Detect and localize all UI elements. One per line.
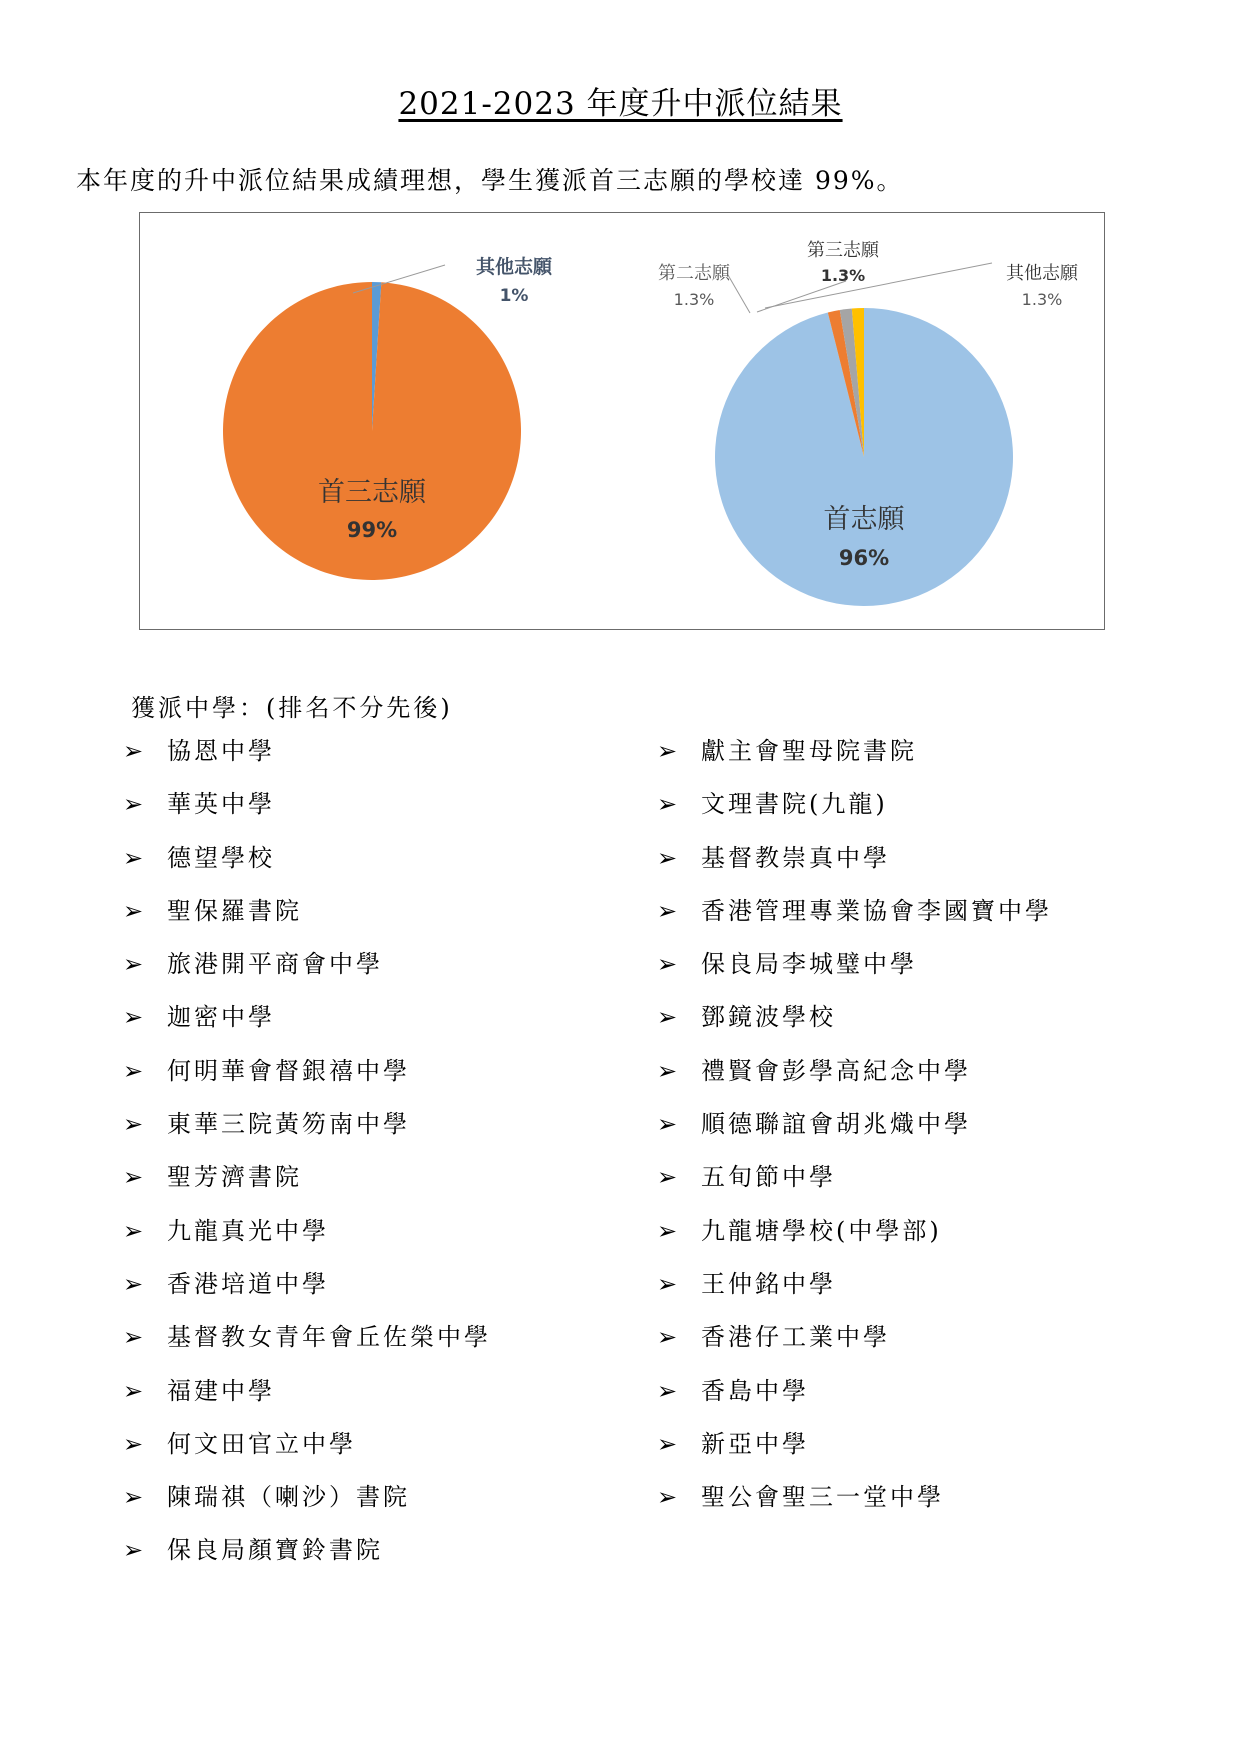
arrow-bullet-icon: ➢ [123,790,147,819]
schools-list-right [657,735,1217,1534]
schools-heading: 獲派中學：(排名不分先後) [131,694,453,722]
arrow-bullet-icon: ➢ [657,1216,681,1245]
arrow-bullet-icon: ➢ [657,1110,681,1139]
pie2-label-third: 第三志願 [807,240,879,261]
pie1-value-other: 1% [499,286,529,306]
school-name: 協恩中學 [167,737,275,765]
school-name: 王仲銘中學 [701,1269,836,1298]
pie2-value-second: 1.3% [673,290,715,309]
school-list-item [123,788,643,841]
pie-charts-svg [140,213,1105,630]
school-list-item [657,1215,1217,1268]
arrow-bullet-icon: ➢ [123,737,147,765]
school-list-item [123,1375,643,1428]
school-name: 文理書院(九龍) [701,790,888,819]
school-list-item [123,1268,643,1321]
leader-line-second-choice [728,275,750,313]
school-list-item [123,948,643,1001]
school-name: 九龍塘學校(中學部) [701,1216,942,1245]
arrow-bullet-icon: ➢ [657,950,681,979]
arrow-bullet-icon: ➢ [123,896,147,925]
school-list-item [123,1534,643,1587]
intro-text: 本年度的升中派位結果成績理想，學生獲派首三志願的學校達 99%。 [76,166,904,195]
school-name: 新亞中學 [701,1429,809,1458]
school-list-item [123,895,643,948]
school-name: 德望學校 [167,843,275,872]
school-list-item [657,948,1217,1001]
school-list-item [657,1001,1217,1054]
schools-list-left [123,735,643,1588]
school-name: 迦密中學 [167,1003,275,1032]
school-list-item [657,1268,1217,1321]
arrow-bullet-icon: ➢ [657,1269,681,1298]
school-name: 香港仔工業中學 [701,1323,890,1352]
school-name: 鄧鏡波學校 [701,1003,836,1032]
page-title: 2021-2023 年度升中派位結果 [398,86,843,122]
arrow-bullet-icon: ➢ [657,843,681,872]
school-name: 華英中學 [167,790,275,819]
school-list-item [657,735,1217,788]
arrow-bullet-icon: ➢ [657,896,681,925]
arrow-bullet-icon: ➢ [123,1216,147,1245]
school-list-item [657,842,1217,895]
school-name: 聖保羅書院 [167,896,302,925]
arrow-bullet-icon: ➢ [657,790,681,819]
school-name: 五旬節中學 [701,1163,836,1192]
school-name: 聖芳濟書院 [167,1163,302,1192]
school-list-item [657,1055,1217,1108]
pie1-value-main: 99% [346,518,398,542]
arrow-bullet-icon: ➢ [123,950,147,979]
arrow-bullet-icon: ➢ [123,1110,147,1139]
school-name: 香港培道中學 [167,1269,329,1298]
arrow-bullet-icon: ➢ [657,1483,681,1512]
school-list-item [657,1108,1217,1161]
pie-chart-first-three-choices [223,255,553,580]
arrow-bullet-icon: ➢ [123,1323,147,1352]
school-list-item [123,842,643,895]
leader-line-other-choices-2 [765,263,992,308]
pie2-value-main: 96% [838,546,890,570]
school-list-item [657,1321,1217,1374]
school-list-item [123,1321,643,1374]
school-name: 福建中學 [167,1376,275,1405]
school-list-item [123,1215,643,1268]
school-name: 基督教崇真中學 [701,843,890,872]
school-name: 何文田官立中學 [167,1429,356,1458]
pie-charts-panel [139,212,1105,630]
arrow-bullet-icon: ➢ [123,1376,147,1405]
arrow-bullet-icon: ➢ [123,1483,147,1512]
school-list-item [123,1108,643,1161]
arrow-bullet-icon: ➢ [657,1429,681,1458]
school-name: 香港管理專業協會李國寶中學 [701,896,1052,925]
arrow-bullet-icon: ➢ [123,1163,147,1192]
arrow-bullet-icon: ➢ [123,1269,147,1298]
school-name: 聖公會聖三一堂中學 [701,1483,944,1512]
school-name: 東華三院黃笏南中學 [167,1110,410,1139]
school-name: 順德聯誼會胡兆熾中學 [701,1110,971,1139]
pie2-label-main: 首志願 [823,504,905,535]
arrow-bullet-icon: ➢ [123,1056,147,1085]
pie2-label-second: 第二志願 [658,263,730,284]
school-list-item [657,1428,1217,1481]
school-name: 陳瑞祺（喇沙）書院 [167,1483,410,1512]
pie2-label-other: 其他志願 [1006,263,1078,284]
arrow-bullet-icon: ➢ [123,843,147,872]
school-list-item [657,1481,1217,1534]
school-name: 香島中學 [701,1376,809,1405]
pie1-label-other: 其他志願 [475,256,553,278]
school-name: 基督教女青年會丘佐榮中學 [167,1323,491,1352]
school-name: 禮賢會彭學高紀念中學 [701,1056,971,1085]
arrow-bullet-icon: ➢ [657,1323,681,1352]
school-list-item [123,1428,643,1481]
pie2-value-third: 1.3% [820,266,866,285]
pie1-label-main: 首三志願 [318,477,426,508]
school-name: 獻主會聖母院書院 [701,737,917,765]
school-name: 保良局顏寶鈴書院 [167,1536,383,1565]
pie2-value-other: 1.3% [1021,290,1063,309]
school-list-item [123,735,643,788]
school-name: 旅港開平商會中學 [167,950,383,979]
arrow-bullet-icon: ➢ [657,1376,681,1405]
school-name: 何明華會督銀禧中學 [167,1056,410,1085]
school-list-item [657,895,1217,948]
arrow-bullet-icon: ➢ [657,1056,681,1085]
arrow-bullet-icon: ➢ [657,1163,681,1192]
arrow-bullet-icon: ➢ [123,1003,147,1032]
school-list-item [123,1481,643,1534]
school-list-item [123,1001,643,1054]
school-list-item [657,1161,1217,1214]
school-name: 九龍真光中學 [167,1216,329,1245]
school-list-item [657,1375,1217,1428]
school-list-item [123,1055,643,1108]
pie-chart-choice-breakdown [658,240,1079,606]
school-name: 保良局李城璧中學 [701,950,917,979]
arrow-bullet-icon: ➢ [123,1429,147,1458]
arrow-bullet-icon: ➢ [657,737,681,765]
school-list-item [657,788,1217,841]
arrow-bullet-icon: ➢ [123,1536,147,1565]
arrow-bullet-icon: ➢ [657,1003,681,1032]
school-list-item [123,1161,643,1214]
page-title-wrap [0,78,1241,123]
